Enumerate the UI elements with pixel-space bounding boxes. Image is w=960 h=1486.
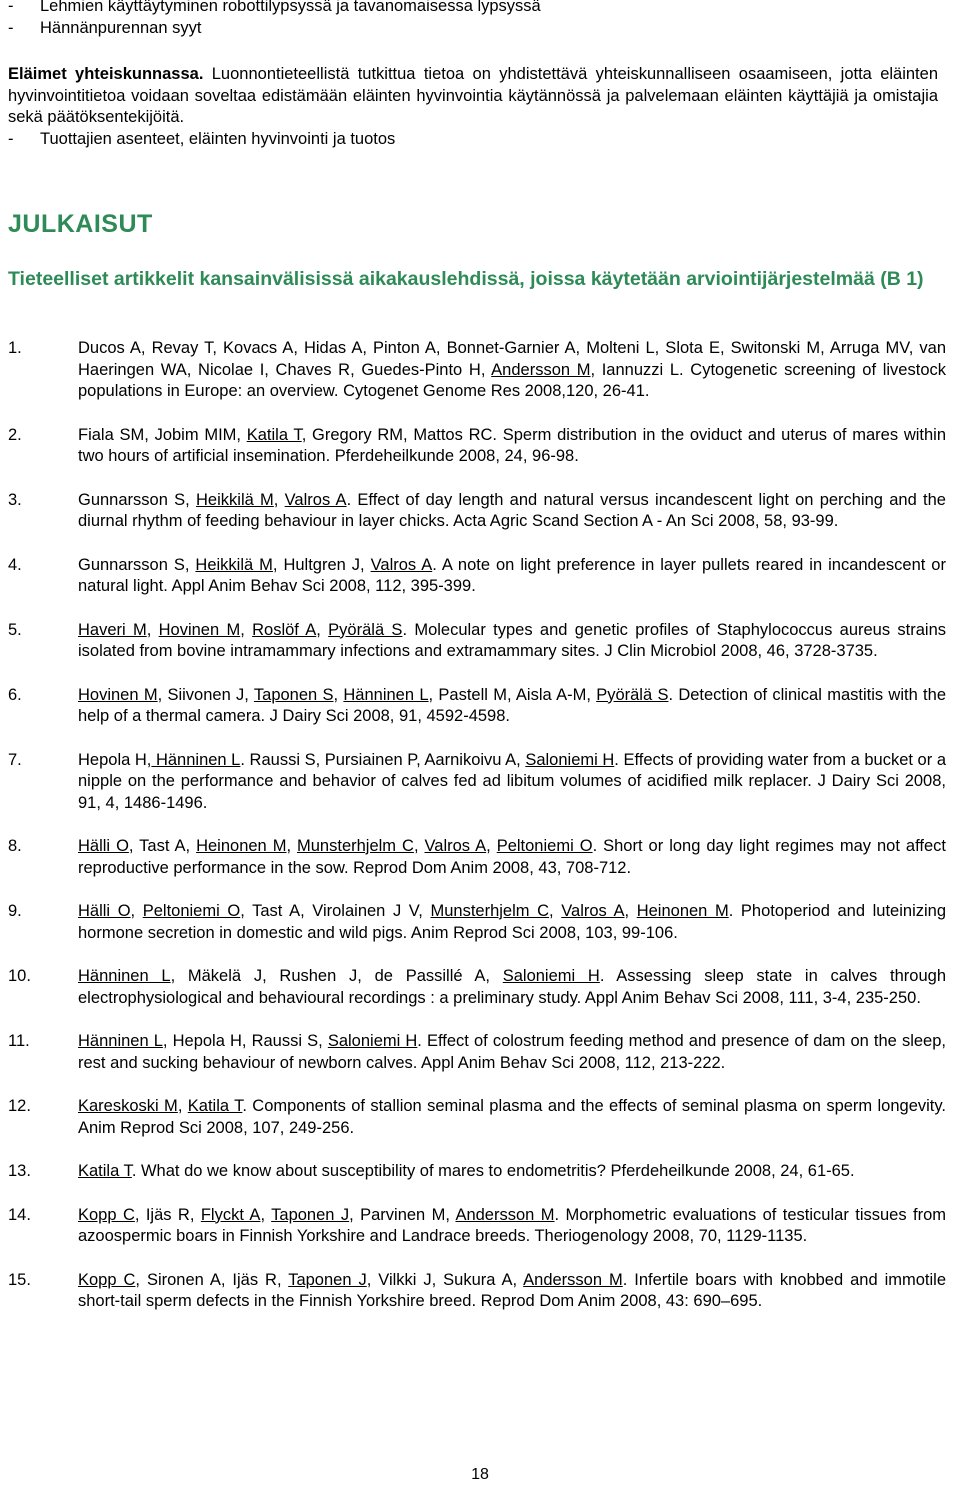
reference-number: 4. <box>8 555 22 574</box>
reference-text <box>78 620 946 663</box>
section-subheading: Tieteelliset artikkelit kansainvälisissä aikakauslehdissä, joissa käytetään arviointijärjestelmää (B 1) <box>8 268 924 290</box>
reference-text-segment: , <box>624 902 637 920</box>
reference-text-segment: , Vilkki J, Sukura A, <box>366 1270 524 1289</box>
underlined-author: Katila T <box>187 1097 243 1115</box>
reference-item <box>8 620 946 663</box>
reference-item <box>8 490 946 533</box>
bullet-item-tail-biting <box>8 18 201 40</box>
reference-number: 10. <box>8 967 31 985</box>
society-text: Luonnontieteellistä tutkittua tietoa on yhdistettävä yhteiskunnalliseen osaamiseen, jotta eläinten hyvinvointitietoa voidaan soveltaa edistämään eläinten hyvinvointia käytännössä ja palvelemaan eläinten käyttäjiä ja omistajia sekä päätöksentekijöitä. <box>8 65 938 126</box>
reference-text <box>78 1096 946 1139</box>
underlined-author: Hälli O <box>78 902 131 920</box>
reference-text-segment: , <box>486 837 497 855</box>
reference-text-segment: , <box>413 837 425 855</box>
underlined-author: Kopp C <box>78 1270 136 1289</box>
reference-text <box>78 685 946 728</box>
underlined-author: Saloniemi H <box>525 750 615 769</box>
underlined-author: Katila T <box>246 425 302 444</box>
underlined-author: Hälli O <box>78 837 129 855</box>
reference-text-segment: , <box>130 902 143 920</box>
reference-text-segment: , Tast A, <box>128 837 197 855</box>
bullet-text: Lehmien käyttäytyminen robottilypsyssä ja tavanomaisessa lypsyssä <box>40 0 541 15</box>
reference-text-segment: , <box>240 620 253 639</box>
reference-text-segment: . Effect of colostrum feeding method and presence of dam on the sleep, rest and sucking behaviour of newborn calves. Appl Anim Behav Sci 2008, 112, 213-222. <box>78 1032 946 1072</box>
reference-item <box>8 425 946 468</box>
bullet-item-producer-attitudes <box>8 129 395 151</box>
reference-item <box>8 1205 946 1248</box>
section-heading: JULKAISUT <box>8 210 153 238</box>
reference-number: 2. <box>8 425 22 444</box>
underlined-author: Pyörälä S <box>328 620 403 639</box>
reference-text-segment: , Tast A, Virolainen J V, <box>240 902 431 920</box>
underlined-author: Munsterhjelm C <box>430 902 550 920</box>
reference-text <box>78 1161 946 1183</box>
reference-text-segment: , Siivonen J, <box>157 685 254 704</box>
reference-item <box>8 338 946 403</box>
reference-text-segment: , Parvinen M, <box>349 1205 456 1224</box>
underlined-author: Hänninen L <box>151 750 241 769</box>
reference-item <box>8 966 946 1009</box>
reference-item <box>8 836 946 879</box>
reference-number: 9. <box>8 902 22 920</box>
underlined-author: Hänninen L <box>78 967 171 985</box>
underlined-author: Kopp C <box>78 1205 135 1224</box>
reference-number: 5. <box>8 620 22 639</box>
reference-item <box>8 901 946 944</box>
reference-text-segment: , Pastell M, Aisla A-M, <box>428 685 597 704</box>
reference-text <box>78 1205 946 1248</box>
underlined-author: Andersson M <box>455 1205 555 1224</box>
underlined-author: Heikkilä M <box>196 490 274 509</box>
reference-item <box>8 1270 946 1313</box>
reference-text-segment: Gunnarsson S, <box>78 555 196 574</box>
underlined-author: Munsterhjelm C <box>297 837 414 855</box>
reference-text <box>78 1270 946 1313</box>
underlined-author: Heinonen M <box>196 837 287 855</box>
reference-text <box>78 901 946 944</box>
reference-number: 15. <box>8 1270 31 1289</box>
reference-text-segment: . Raussi S, Pursiainen P, Aarnikoivu A, <box>240 750 526 769</box>
reference-text <box>78 338 946 403</box>
reference-text <box>78 490 946 533</box>
reference-number: 14. <box>8 1205 31 1224</box>
underlined-author: Valros A <box>424 837 487 855</box>
reference-item <box>8 1161 946 1183</box>
reference-number: 7. <box>8 750 22 769</box>
reference-text-segment: Hepola H, <box>78 750 152 769</box>
reference-list <box>8 338 946 1335</box>
underlined-author: Haveri M <box>78 620 147 639</box>
underlined-author: Taponen S <box>253 685 334 704</box>
underlined-author: Kareskoski M <box>78 1097 178 1115</box>
reference-text-segment: . Short or long day light regimes may not affect reproductive performance in the sow. Reprod Dom Anim 2008, 43, 708-712. <box>78 837 946 877</box>
bullet-dash: - <box>8 19 14 37</box>
reference-text-segment: . Components of stallion seminal plasma and the effects of seminal plasma on sperm longevity. Anim Reprod Sci 2008, 107, 249-256. <box>78 1097 947 1137</box>
underlined-author: Peltoniemi O <box>142 902 241 920</box>
underlined-author: Hovinen M <box>158 620 241 639</box>
reference-text-segment: , <box>273 490 285 509</box>
reference-text-segment: . Effect of day length and natural versus incandescent light on perching and the diurnal rhythm of feeding behaviour in layer chicks. Acta Agric Scand Section A - An Sci 2008, 58, 93-99. <box>78 490 946 530</box>
reference-text-segment: , Mäkelä J, Rushen J, de Passillé A, <box>170 967 503 985</box>
underlined-author: Taponen J <box>271 1205 350 1224</box>
reference-text-segment: , <box>549 902 562 920</box>
reference-text-segment: . Morphometric evaluations of testicular tissues from azoospermic boars in Finnish Yorkshire and Landrace breeds. Theriogenology 2008, 70, 1129-1135. <box>78 1205 946 1245</box>
underlined-author: Andersson M <box>523 1270 623 1289</box>
reference-text-segment: . Infertile boars with knobbed and immotile short-tail sperm defects in the Finnish Yorkshire breed. Reprod Dom Anim 2008, 43: 690–695. <box>78 1270 947 1310</box>
society-paragraph <box>8 64 938 129</box>
reference-number: 1. <box>8 339 22 357</box>
underlined-author: Katila T <box>78 1162 132 1180</box>
underlined-author: Saloniemi H <box>502 967 600 985</box>
reference-number: 6. <box>8 685 22 704</box>
reference-text-segment: . Effects of providing water from a bucket or a nipple on the performance and behavior of calves fed ad libitum volumes of acidified milk replacer. J Dairy Sci 2008, 91, 4, 1486-1496. <box>78 750 946 812</box>
bullet-dash: - <box>8 0 14 15</box>
page-number: 18 <box>471 1466 489 1483</box>
underlined-author: Flyckt A <box>200 1205 261 1224</box>
reference-text-segment: . Detection of clinical mastitis with the help of a thermal camera. J Dairy Sci 2008, 91, 4592-4598. <box>78 685 946 725</box>
underlined-author: Valros A <box>284 490 347 509</box>
reference-text <box>78 1031 946 1074</box>
reference-text <box>78 425 946 468</box>
underlined-author: Saloniemi H <box>327 1032 418 1050</box>
reference-item <box>8 1096 946 1139</box>
reference-number: 11. <box>8 1032 30 1050</box>
reference-text-segment: , Sironen A, Ijäs R, <box>135 1270 289 1289</box>
reference-text-segment: , <box>333 685 344 704</box>
reference-item <box>8 1031 946 1074</box>
reference-text <box>78 836 946 879</box>
reference-text-segment: , <box>316 620 329 639</box>
reference-number: 12. <box>8 1097 31 1115</box>
reference-text-segment: . A note on light preference in layer pullets reared in incandescent or natural light. Appl Anim Behav Sci 2008, 112, 395-399. <box>78 555 946 595</box>
reference-number: 8. <box>8 837 22 855</box>
bullet-text: Hännänpurennan syyt <box>40 19 202 37</box>
underlined-author: Hänninen L <box>78 1032 163 1050</box>
reference-text-segment: , <box>260 1205 272 1224</box>
underlined-author: Andersson M <box>491 360 591 379</box>
bullet-dash: - <box>8 130 14 148</box>
underlined-author: Hovinen M <box>78 685 158 704</box>
reference-text-segment: , <box>286 837 298 855</box>
reference-item <box>8 685 946 728</box>
reference-text-segment: . What do we know about susceptibility of mares to endometritis? Pferdeheilkunde 2008, 24, 61-65. <box>131 1162 855 1180</box>
reference-text-segment: Gunnarsson S, <box>78 490 197 509</box>
underlined-author: Pyörälä S <box>596 685 669 704</box>
underlined-author: Hänninen L <box>343 685 429 704</box>
reference-text-segment: Fiala SM, Jobim MIM, <box>78 425 247 444</box>
reference-text-segment: . Photoperiod and luteinizing hormone secretion in domestic and wild pigs. Anim Reprod Sci 2008, 103, 99-106. <box>78 902 946 942</box>
reference-text-segment: Ducos A, Revay T, Kovacs A, Hidas A, Pinton A, Bonnet-Garnier A, Molteni L, Slota E, Switonski M, Arruga MV, van Haeringen WA, Nicolae I, Chaves R, Guedes-Pinto H, <box>78 339 946 379</box>
underlined-author: Valros A <box>561 902 625 920</box>
bullet-text: Tuottajien asenteet, eläinten hyvinvointi ja tuotos <box>40 130 396 148</box>
reference-text-segment: , Ijäs R, <box>134 1205 201 1224</box>
reference-number: 3. <box>8 490 22 509</box>
underlined-author: Valros A <box>370 555 433 574</box>
reference-text-segment: , Hultgren J, <box>272 555 371 574</box>
reference-text-segment: . Molecular types and genetic profiles of Staphylococcus aureus strains isolated from bovine intramammary infections and extramammary sites. J Clin Microbiol 2008, 46, 3728-3735. <box>78 620 947 660</box>
reference-number: 13. <box>8 1162 31 1180</box>
reference-text-segment: , <box>146 620 159 639</box>
reference-text <box>78 750 946 815</box>
underlined-author: Heinonen M <box>636 902 729 920</box>
reference-text <box>78 966 946 1009</box>
underlined-author: Peltoniemi O <box>496 837 593 855</box>
bullet-item-robot-milking <box>8 0 541 18</box>
reference-text-segment: , <box>177 1097 188 1115</box>
reference-text-segment: , Hepola H, Raussi S, <box>162 1032 328 1050</box>
reference-text-segment: , Gregory RM, Mattos RC. Sperm distribution in the oviduct and uterus of mares within two hours of artificial insemination. Pferdeheilkunde 2008, 24, 96-98. <box>78 425 946 465</box>
underlined-author: Roslöf A <box>252 620 317 639</box>
underlined-author: Heikkilä M <box>195 555 273 574</box>
society-label: Eläimet yhteiskunnassa. <box>8 65 204 83</box>
reference-item <box>8 555 946 598</box>
reference-text-segment: . Assessing sleep state in calves through electrophysiological and behavioural recordings : a preliminary study. Appl Anim Behav Sci 2008, 111, 3-4, 235-250. <box>78 967 946 1007</box>
reference-text-segment: , Iannuzzi L. Cytogenetic screening of livestock populations in Europe: an overview. Cytogenet Genome Res 2008,120, 26-41. <box>78 360 946 400</box>
reference-text <box>78 555 946 598</box>
reference-item <box>8 750 946 815</box>
underlined-author: Taponen J <box>288 1270 367 1289</box>
